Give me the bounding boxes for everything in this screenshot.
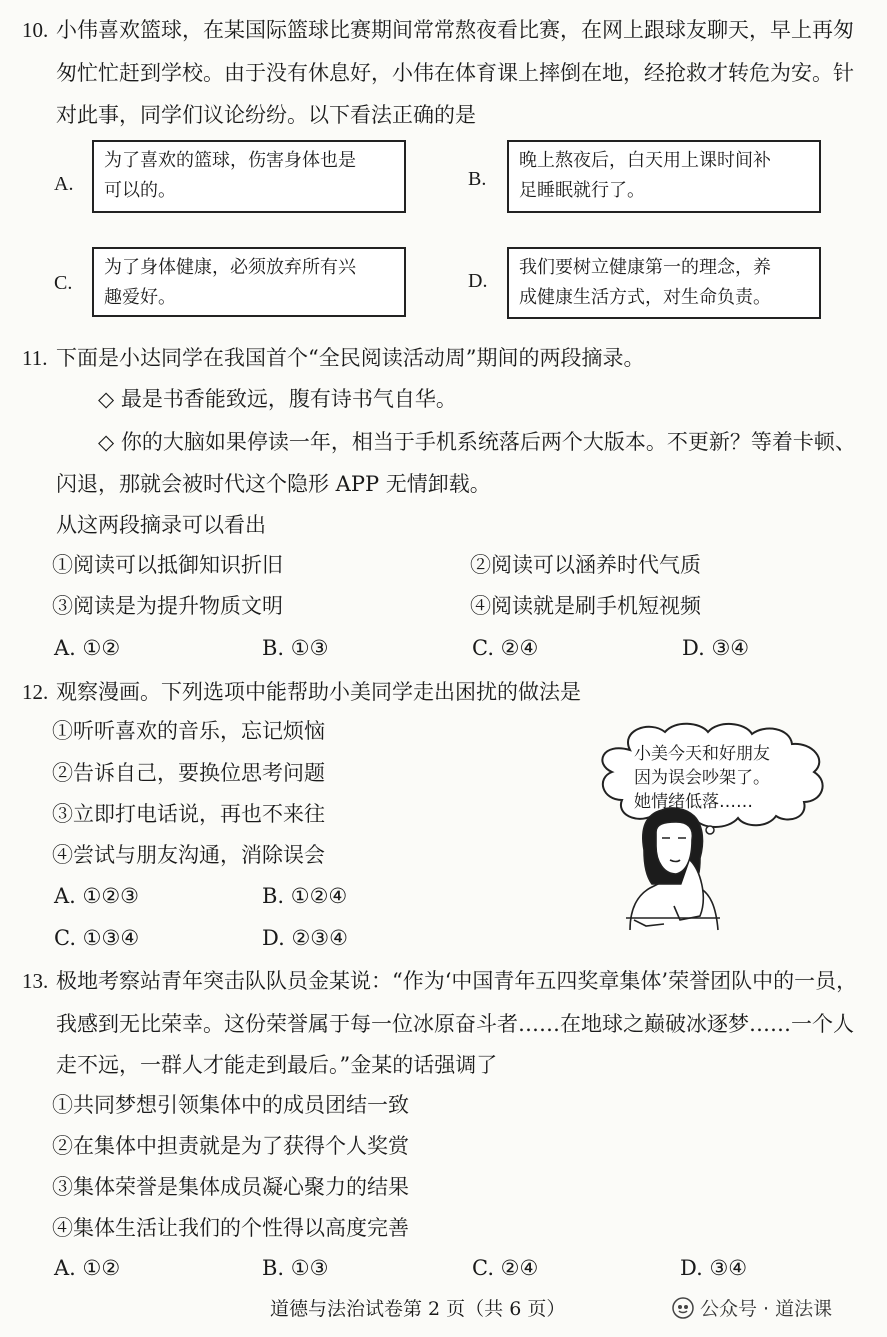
q12-answer-b: B. ①②④ xyxy=(262,884,348,908)
q13-answer-a: A. ①② xyxy=(54,1256,121,1280)
q11-item-1: ①阅读可以抵御知识折旧 xyxy=(52,553,283,577)
q10-line3: 对此事，同学们议论纷纷。以下看法正确的是 xyxy=(56,103,476,127)
q11-number: 11. xyxy=(22,346,48,370)
q10-option-c-line2: 趣爱好。 xyxy=(104,287,176,308)
q13-answer-d: D. ③④ xyxy=(680,1256,748,1280)
q10-line1: 小伟喜欢篮球，在某国际篮球比赛期间常常熬夜看比赛，在网上跟球友聊天，早上再匆 xyxy=(56,18,854,42)
q11-lead: 从这两段摘录可以看出 xyxy=(56,513,266,537)
q10-option-b-line2: 足睡眠就行了。 xyxy=(519,180,645,201)
q12-item-3: ③立即打电话说，再也不来往 xyxy=(52,802,325,826)
q11-answer-c: C. ②④ xyxy=(472,636,539,660)
q13-item-2: ②在集体中担责就是为了获得个人奖赏 xyxy=(52,1134,409,1158)
q13-answer-b: B. ①③ xyxy=(262,1256,329,1280)
q11-item-2: ②阅读可以涵养时代气质 xyxy=(470,553,701,577)
q13-line3: 走不远，一群人才能走到最后。”金某的话强调了 xyxy=(56,1053,498,1077)
q12-answer-a: A. ①②③ xyxy=(54,884,139,908)
q12-item-2: ②告诉自己，要换位思考问题 xyxy=(52,761,325,785)
q13-item-4: ④集体生活让我们的个性得以高度完善 xyxy=(52,1216,409,1240)
q10-number: 10. xyxy=(22,18,49,42)
q13-number: 13. xyxy=(22,969,49,993)
q10-option-b-line1: 晚上熬夜后，白天用上课时间补 xyxy=(519,150,771,171)
q10-option-d-line2: 成健康生活方式，对生命负责。 xyxy=(519,287,771,308)
q12-item-1: ①听听喜欢的音乐，忘记烦恼 xyxy=(52,719,325,743)
q12-answer-c: C. ①③④ xyxy=(54,926,140,950)
bubble-line-3: 她情绪低落…… xyxy=(634,792,753,812)
q10-option-c-line1: 为了身体健康，必须放弃所有兴 xyxy=(104,257,356,278)
q13-line2: 我感到无比荣幸。这份荣誉属于每一位冰原奋斗者……在地球之巅破冰逐梦……一个人 xyxy=(56,1012,854,1036)
page-footer: 道德与法治试卷第 2 页（共 6 页） xyxy=(270,1298,566,1320)
q11-quote1: ◇ 最是书香能致远，腹有诗书气自华。 xyxy=(98,387,457,411)
q10-option-c-letter: C. xyxy=(54,272,73,294)
q11-line1: 下面是小达同学在我国首个“全民阅读活动周”期间的两段摘录。 xyxy=(56,346,645,370)
q10-option-b-box xyxy=(507,140,821,213)
q13-item-3: ③集体荣誉是集体成员凝心聚力的结果 xyxy=(52,1175,409,1199)
q10-option-a-line1: 为了喜欢的篮球，伤害身体也是 xyxy=(104,150,356,171)
q11-quote2-line2: 闪退，那就会被时代这个隐形 APP 无情卸载。 xyxy=(56,472,491,496)
watermark xyxy=(672,1294,832,1321)
q10-option-a-box xyxy=(92,140,406,213)
q12-answer-d: D. ②③④ xyxy=(262,926,348,950)
q11-answer-a: A. ①② xyxy=(54,636,121,660)
q10-option-c-box xyxy=(92,247,406,317)
q10-option-d-line1: 我们要树立健康第一的理念，养 xyxy=(519,257,771,278)
q12-line1: 观察漫画。下列选项中能帮助小美同学走出困扰的做法是 xyxy=(56,680,581,704)
q13-line1: 极地考察站青年突击队队员金某说：“作为‘中国青年五四奖章集体’荣誉团队中的一员， xyxy=(56,969,858,993)
q13-item-1: ①共同梦想引领集体中的成员团结一致 xyxy=(52,1093,409,1117)
q10-option-a-line2: 可以的。 xyxy=(104,180,176,201)
q11-item-4: ④阅读就是刷手机短视频 xyxy=(470,594,701,618)
q11-item-3: ③阅读是为提升物质文明 xyxy=(52,594,283,618)
q13-answer-c: C. ②④ xyxy=(472,1256,539,1280)
q10-line2: 匆忙忙赶到学校。由于没有休息好，小伟在体育课上摔倒在地，经抢救才转危为安。针 xyxy=(56,61,854,85)
watermark-text: 公众号 · 道法课 xyxy=(700,1298,833,1320)
wechat-icon xyxy=(672,1297,694,1319)
q10-option-a-letter: A. xyxy=(54,173,74,195)
bubble-line-1: 小美今天和好朋友 xyxy=(634,744,770,764)
q10-option-d-box xyxy=(507,247,821,319)
q12-number: 12. xyxy=(22,680,49,704)
q10-option-b-letter: B. xyxy=(468,168,487,190)
q11-answer-b: B. ①③ xyxy=(262,636,329,660)
q11-answer-d: D. ③④ xyxy=(682,636,750,660)
q12-item-4: ④尝试与朋友沟通，消除误会 xyxy=(52,843,325,867)
bubble-line-2: 因为误会吵架了。 xyxy=(634,768,770,788)
q11-quote2-line1: ◇ 你的大脑如果停读一年，相当于手机系统落后两个大版本。不更新？等着卡顿、 xyxy=(98,430,856,454)
q10-option-d-letter: D. xyxy=(468,270,488,292)
